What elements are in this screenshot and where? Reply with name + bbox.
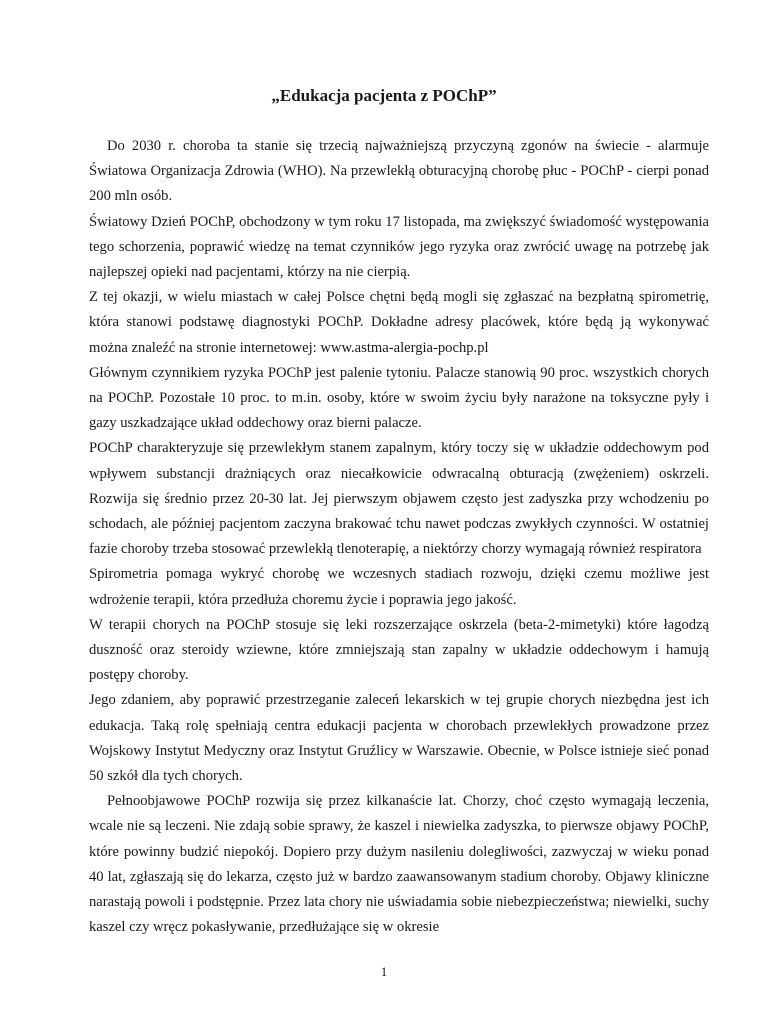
paragraph-free-spirometry: Z tej okazji, w wielu miastach w całej Polsce chętni będą mogli się zgłaszać na bezpłatną spirometrię, która stanowi podstawę diagnostyki POChP. Dokładne adresy placówek, które będą ją wykonywać można znaleźć na stronie internetowej: www.astma-alergia-pochp.pl xyxy=(89,289,709,356)
paragraph-therapy: W terapii chorych na POChP stosuje się leki rozszerzające oskrzela (beta-2-mimetyki) które łagodzą duszność oraz steroidy wziewne, które zmniejszają stan zapalny w układzie oddechowym i hamują postępy choroby. xyxy=(89,616,709,684)
document-body xyxy=(89,134,709,941)
document-title: „Edukacja pacjenta z POChP” xyxy=(271,86,497,105)
paragraph-disease-characteristics: POChP charakteryzuje się przewlekłym stanem zapalnym, który toczy się w układzie oddechowym pod wpływem substancji drażniących oraz niecałkowicie odwracalną obturacją (zwężeniem) oskrzeli. Rozwija się średnio przez 20-30 lat. Jej pierwszym objawem często jest zadyszka przy wchodzeniu po schodach, ale później pacjentom zaczyna brakować tchu nawet podczas zwykłych czynności. W ostatniej fazie choroby trzeba stosować przewlekłą tlenoterapię, a niektórzy chorzy wymagają również respiratora xyxy=(89,440,709,558)
paragraph-risk-factors: Głównym czynnikiem ryzyka POChP jest palenie tytoniu. Palacze stanowią 90 proc. wszystkich chorych na POChP. Pozostałe 10 proc. to m.in. osoby, które w swoim życiu były narażone na toksyczne pyły i gazy uszkadzające układ oddechowy oraz bierni palacze. xyxy=(89,364,709,432)
paragraph-world-copd-day: Światowy Dzień POChP, obchodzony w tym roku 17 listopada, ma zwiększyć świadomość występowania tego schorzenia, poprawić wiedzę na temat czynników jego ryzyka oraz zwrócić uwagę na potrzebę jak najlepszej opieki nad pacjentami, którzy na nie cierpią. xyxy=(89,213,709,281)
page-number: 1 xyxy=(380,964,388,979)
paragraph-spirometry-early-detection: Spirometria pomaga wykryć chorobę we wczesnych stadiach rozwoju, dzięki czemu możliwe jest wdrożenie terapii, która przedłuża choremu życie i poprawia jego jakość. xyxy=(89,566,709,608)
paragraph-full-symptom-copd: Pełnoobjawowe POChP rozwija się przez kilkanaście lat. Chorzy, choć często wymagają leczenia, wcale nie są leczeni. Nie zdają sobie sprawy, że kaszel i niewielka zadyszka, to pierwsze objawy POChP, które powinny budzić niepokój. Dopiero przy dużym nasileniu dolegliwości, zazwyczaj w wieku ponad 40 lat, zgłaszają się do lekarza, często już w bardzo zaawansowanym stadium choroby. Objawy kliniczne narastają powoli i podstępnie. Przez lata chory nie uświadamia sobie niebezpieczeństwa; niewielki, suchy kaszel czy wręcz pokasływanie, przedłużające się w okresie xyxy=(89,793,709,936)
paragraph-who-statistic: Do 2030 r. choroba ta stanie się trzecią najważniejszą przyczyną zgonów na świecie - alarmuje Światowa Organizacja Zdrowia (WHO). Na przewlekłą obturacyjną chorobę płuc - POChP - cierpi ponad 200 mln osób. xyxy=(89,138,709,205)
paragraph-patient-education: Jego zdaniem, aby poprawić przestrzeganie zaleceń lekarskich w tej grupie chorych niezbędna jest ich edukacja. Taką rolę spełniają centra edukacji pacjenta w chorobach przewlekłych prowadzone przez Wojskowy Instytut Medyczny oraz Instytut Gruźlicy w Warszawie. Obecnie, w Polsce istnieje sieć ponad 50 szkół dla tych chorych. xyxy=(89,692,709,785)
